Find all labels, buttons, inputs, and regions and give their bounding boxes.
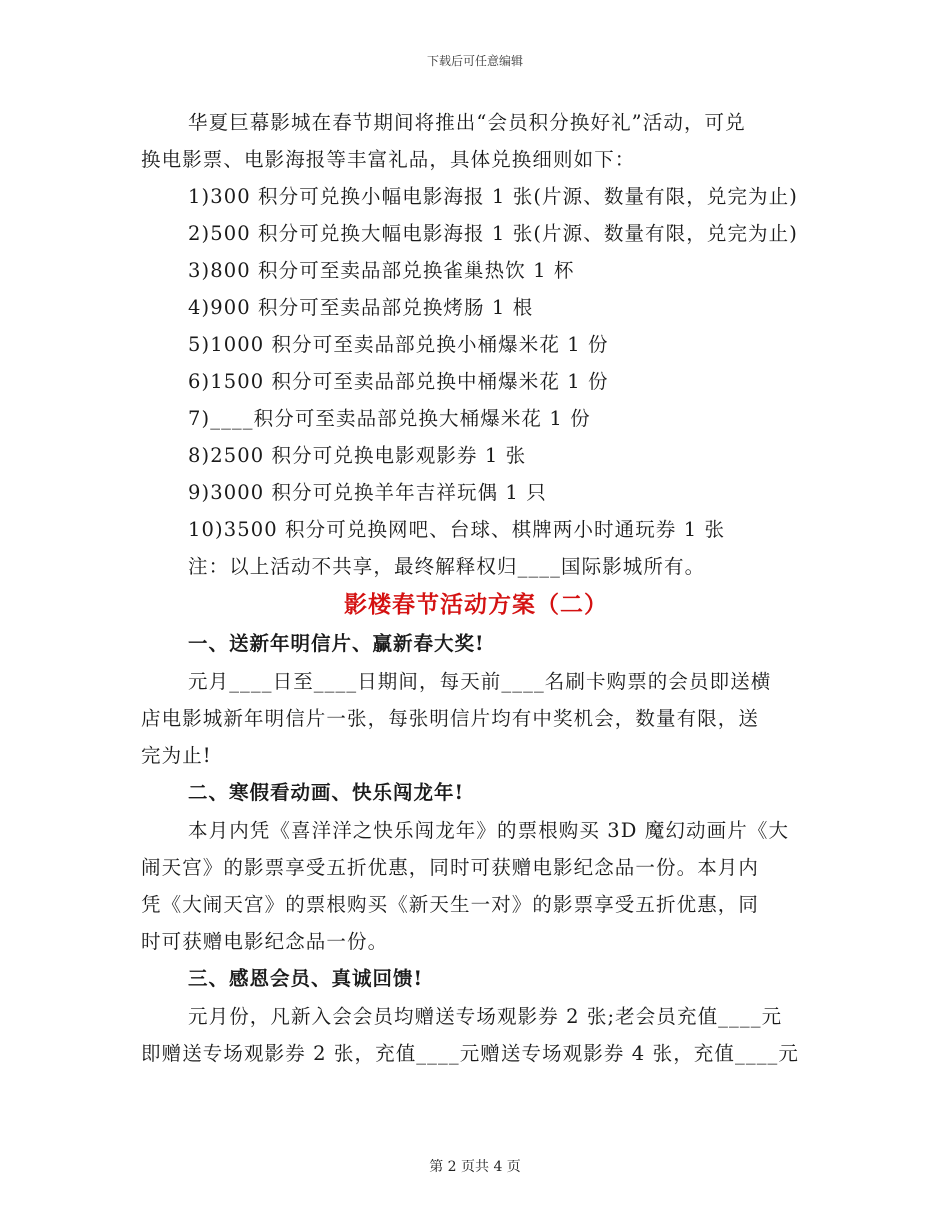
list-item: 10)3500 积分可兑换网吧、台球、棋牌两小时通玩券 1 张 <box>188 518 726 541</box>
list-item: 4)900 积分可至卖品部兑换烤肠 1 根 <box>188 296 534 319</box>
note-text: 注：以上活动不共享，最终解释权归____国际影城所有。 <box>188 555 706 578</box>
section-heading-1: 一、送新年明信片、赢新春大奖! <box>188 632 485 655</box>
page-header: 下载后可任意编辑 <box>426 54 523 68</box>
section-heading-3: 三、感恩会员、真诚回馈! <box>188 967 424 990</box>
document-body <box>141 104 811 1072</box>
list-item: 9)3000 积分可兑换羊年吉祥玩偶 1 只 <box>188 481 547 504</box>
list-item: 6)1500 积分可至卖品部兑换中桶爆米花 1 份 <box>188 370 609 393</box>
paragraph-line: 时可获赠电影纪念品一份。 <box>141 930 389 953</box>
intro-line-2: 换电影票、电影海报等丰富礼品，具体兑换细则如下： <box>141 148 636 171</box>
paragraph-line: 凭《大闹天宫》的票根购买《新天生一对》的影票享受五折优惠，同 <box>141 893 760 916</box>
page-footer: 第 2 页共 4 页 <box>429 1159 521 1175</box>
list-item: 8)2500 积分可兑换电影观影券 1 张 <box>188 444 527 467</box>
paragraph-line: 即赠送专场观影券 2 张，充值____元赠送专场观影券 4 张，充值____元 <box>141 1042 800 1065</box>
paragraph-line: 元月____日至____日期间，每天前____名刷卡购票的会员即送横 <box>188 670 772 693</box>
paragraph-line: 本月内凭《喜洋洋之快乐闯龙年》的票根购买 3D 魔幻动画片《大 <box>188 819 790 842</box>
section-title: 影楼春节活动方案（二） <box>344 591 608 618</box>
list-item: 7)____积分可至卖品部兑换大桶爆米花 1 份 <box>188 407 591 430</box>
paragraph-line: 闹天宫》的影票享受五折优惠，同时可获赠电影纪念品一份。本月内 <box>141 856 760 879</box>
paragraph-line: 元月份，凡新入会会员均赠送专场观影券 2 张;老会员充值____元 <box>188 1005 783 1028</box>
section-heading-2: 二、寒假看动画、快乐闯龙年! <box>188 781 465 804</box>
paragraph-line: 完为止! <box>141 744 212 767</box>
list-item: 2)500 积分可兑换大幅电影海报 1 张(片源、数量有限，兑完为止) <box>188 222 798 245</box>
list-item: 3)800 积分可至卖品部兑换雀巢热饮 1 杯 <box>188 259 575 282</box>
intro-line-1: 华夏巨幕影城在春节期间将推出“会员积分换好礼”活动，可兑 <box>188 111 746 134</box>
list-item: 5)1000 积分可至卖品部兑换小桶爆米花 1 份 <box>188 333 609 356</box>
paragraph-line: 店电影城新年明信片一张，每张明信片均有中奖机会，数量有限，送 <box>141 707 760 730</box>
list-item: 1)300 积分可兑换小幅电影海报 1 张(片源、数量有限，兑完为止) <box>188 185 798 208</box>
